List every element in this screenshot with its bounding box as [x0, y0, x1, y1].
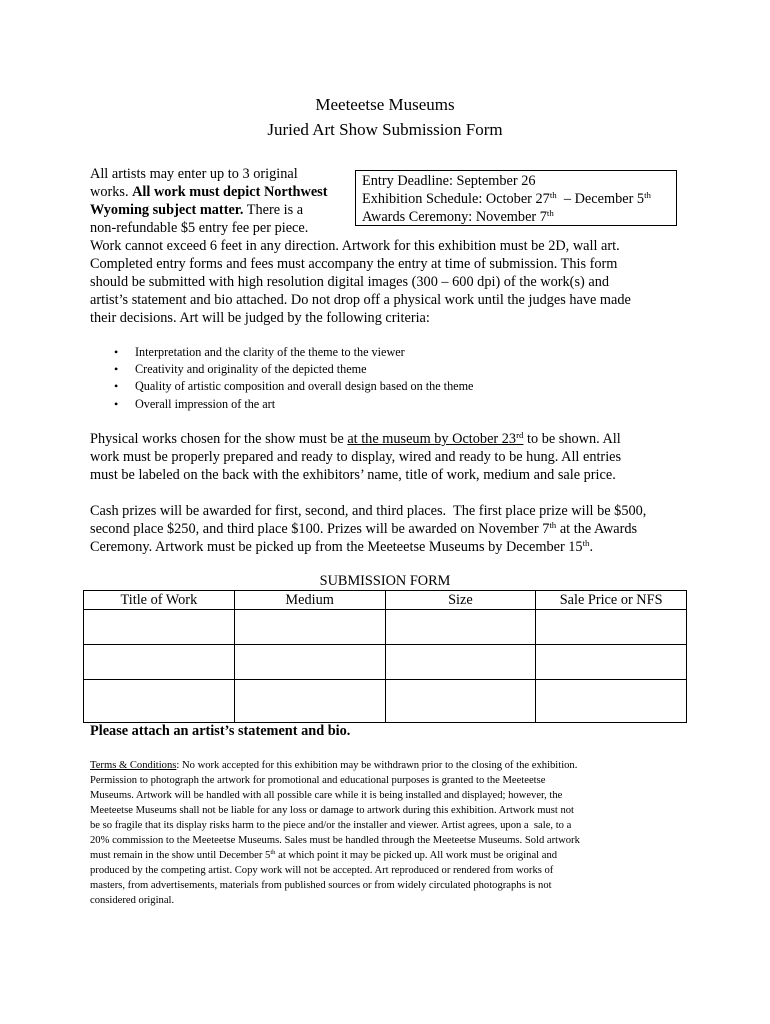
table-row: [84, 610, 687, 645]
physical-line: must be labeled on the back with the exhibitors’ name, title of work, medium and sale price.: [90, 467, 616, 483]
column-header-medium: Medium: [234, 591, 385, 610]
column-header-price: Sale Price or NFS: [536, 591, 687, 610]
bullet-icon: •: [114, 362, 119, 376]
column-header-size: Size: [385, 591, 536, 610]
size-cell[interactable]: [385, 610, 536, 645]
price-cell[interactable]: [536, 645, 687, 680]
medium-cell[interactable]: [234, 680, 385, 723]
intro-line: works. All work must depict Northwest: [90, 184, 328, 200]
submission-form-title: SUBMISSION FORM: [319, 573, 451, 589]
intro-line: Work cannot exceed 6 feet in any direction. Artwork for this exhibition must be 2D, wall art.: [90, 238, 620, 254]
attach-note: Please attach an artist’s statement and bio.: [90, 723, 351, 739]
price-cell[interactable]: [536, 680, 687, 723]
entry-deadline: Entry Deadline: September 26: [362, 173, 536, 189]
intro-line: should be submitted with high resolution digital images (300 – 600 dpi) of the work(s) and: [90, 274, 609, 290]
medium-cell[interactable]: [234, 610, 385, 645]
exhibition-schedule: Exhibition Schedule: October 27th – December 5th: [362, 190, 651, 207]
intro-line: artist’s statement and bio attached. Do not drop off a physical work until the judges have made: [90, 292, 631, 308]
terms-line: considered original.: [90, 895, 175, 906]
terms-line: Permission to photograph the artwork for promotional and educational purposes is granted to the Meeteetse: [90, 775, 546, 786]
title-cell[interactable]: [84, 680, 235, 723]
terms-line: 20% commission to the Meeteetse Museums. Sales must be handled through the Meeteetse Museums. Sold artwork: [90, 835, 580, 846]
intro-line: their decisions. Art will be judged by the following criteria:: [90, 310, 430, 326]
size-cell[interactable]: [385, 680, 536, 723]
form-title: Juried Art Show Submission Form: [267, 120, 503, 139]
price-cell[interactable]: [536, 610, 687, 645]
table-header-row: [84, 591, 687, 610]
terms-line: Museums. Artwork will be handled with all possible care while it is being installed and displayed; however, the: [90, 790, 563, 801]
prizes-line: second place $250, and third place $100. Prizes will be awarded on November 7th at the Awards: [90, 520, 638, 537]
terms-label: Terms & Conditions: [90, 760, 177, 771]
medium-cell[interactable]: [234, 645, 385, 680]
criteria-item: Overall impression of the art: [135, 397, 276, 411]
column-header-title: Title of Work: [84, 591, 235, 610]
terms-line: must remain in the show until December 5th at which point it may be picked up. All work must be original and: [90, 849, 558, 861]
physical-line: work must be properly prepared and ready to display, wired and ready to be hung. All entries: [90, 449, 622, 465]
criteria-item: Interpretation and the clarity of the theme to the viewer: [135, 345, 405, 359]
intro-line: Completed entry forms and fees must accompany the entry at time of submission. This form: [90, 256, 618, 272]
physical-line: Physical works chosen for the show must be at the museum by October 23rd to be shown. All: [90, 430, 621, 447]
terms-line: Terms & Conditions: No work accepted for this exhibition may be withdrawn prior to the closing of the exhibition.: [90, 760, 578, 771]
terms-line: produced by the competing artist. Copy work will not be accepted. Art reproduced or rendered from works of: [90, 865, 554, 876]
intro-line: non-refundable $5 entry fee per piece.: [90, 220, 309, 236]
bullet-icon: •: [114, 345, 119, 359]
bullet-icon: •: [114, 379, 119, 393]
criteria-item: Creativity and originality of the depicted theme: [135, 362, 367, 376]
bullet-icon: •: [114, 397, 119, 411]
organization-title: Meeteetse Museums: [315, 95, 455, 114]
table-row: [84, 680, 687, 723]
terms-line: be so fragile that its display risks harm to the piece and/or the installer and viewer. Artist agrees, upon a sale, to a: [90, 820, 572, 831]
size-cell[interactable]: [385, 645, 536, 680]
terms-line: masters, from advertisements, materials from published sources or from widely circulated photographs is not: [90, 880, 552, 891]
deadline-box: [355, 170, 677, 226]
criteria-item: Quality of artistic composition and overall design based on the theme: [135, 379, 474, 393]
title-cell[interactable]: [84, 610, 235, 645]
prizes-line: Cash prizes will be awarded for first, second, and third places. The first place prize will be $500,: [90, 503, 647, 519]
intro-line: Wyoming subject matter. There is a: [90, 202, 304, 218]
title-cell[interactable]: [84, 645, 235, 680]
awards-ceremony: Awards Ceremony: November 7th: [362, 208, 554, 225]
submission-table: [83, 590, 687, 723]
terms-line: Meeteetse Museums shall not be liable for any loss or damage to artwork during this exhibition. Artwork must not: [90, 805, 574, 816]
prizes-line: Ceremony. Artwork must be picked up from the Meeteetse Museums by December 15th.: [90, 538, 594, 555]
intro-line: All artists may enter up to 3 original: [90, 166, 298, 182]
table-row: [84, 645, 687, 680]
